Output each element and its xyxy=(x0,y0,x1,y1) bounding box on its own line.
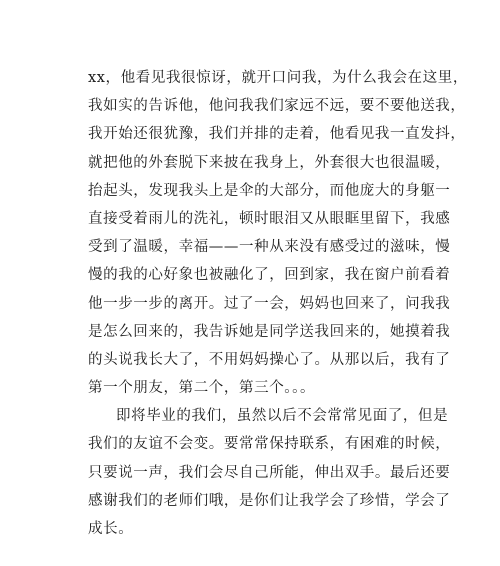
text-line: 只要说一声，我们会尽自己所能，伸出双手。最后还要 xyxy=(88,464,451,481)
text-line: 我如实的告诉他，他问我我们家远不远，要不要他送我， xyxy=(88,98,466,115)
text-line: 受到了温暖，幸福——一种从来没有感受过的滋味，慢 xyxy=(88,239,451,256)
text-line: 就把他的外套脱下来披在我身上，外套很大也很温暖， xyxy=(88,154,451,171)
paragraph-1 xyxy=(88,64,468,402)
text-line: 感谢我们的老师们哦，是你们让我学会了珍惜，学会了 xyxy=(88,492,451,509)
text-line: xx，他看见我很惊讶，就开口问我，为什么我会在这里， xyxy=(88,70,468,86)
text-line: 我开始还很犹豫，我们并排的走着，他看见我一直发抖， xyxy=(88,126,466,143)
text-line: 是怎么回来的，我告诉她是同学送我回来的，她摸着我 xyxy=(88,323,451,340)
text-line: 他一步一步的离开。过了一会，妈妈也回来了，问我我 xyxy=(88,295,451,312)
document-body xyxy=(88,64,468,543)
text-line: 第一个朋友，第二个，第三个。。。 xyxy=(88,380,316,397)
text-line: 慢的我的心好象也被融化了，回到家，我在窗户前看着 xyxy=(88,267,451,284)
text-line: 的头说我长大了，不用妈妈操心了。从那以后，我有了 xyxy=(88,351,451,368)
text-line: 我们的友谊不会变。要常常保持联系，有困难的时候， xyxy=(88,436,451,453)
text-line: 抬起头，发现我头上是伞的大部分，而他庞大的身躯一 xyxy=(88,182,451,199)
text-line: 即将毕业的我们，虽然以后不会常常见面了，但是 xyxy=(116,408,449,425)
paragraph-2 xyxy=(88,402,451,543)
text-line: 成长。 xyxy=(88,521,134,537)
text-line: 直接受着雨儿的洗礼，顿时眼泪又从眼眶里留下，我感 xyxy=(88,210,451,227)
